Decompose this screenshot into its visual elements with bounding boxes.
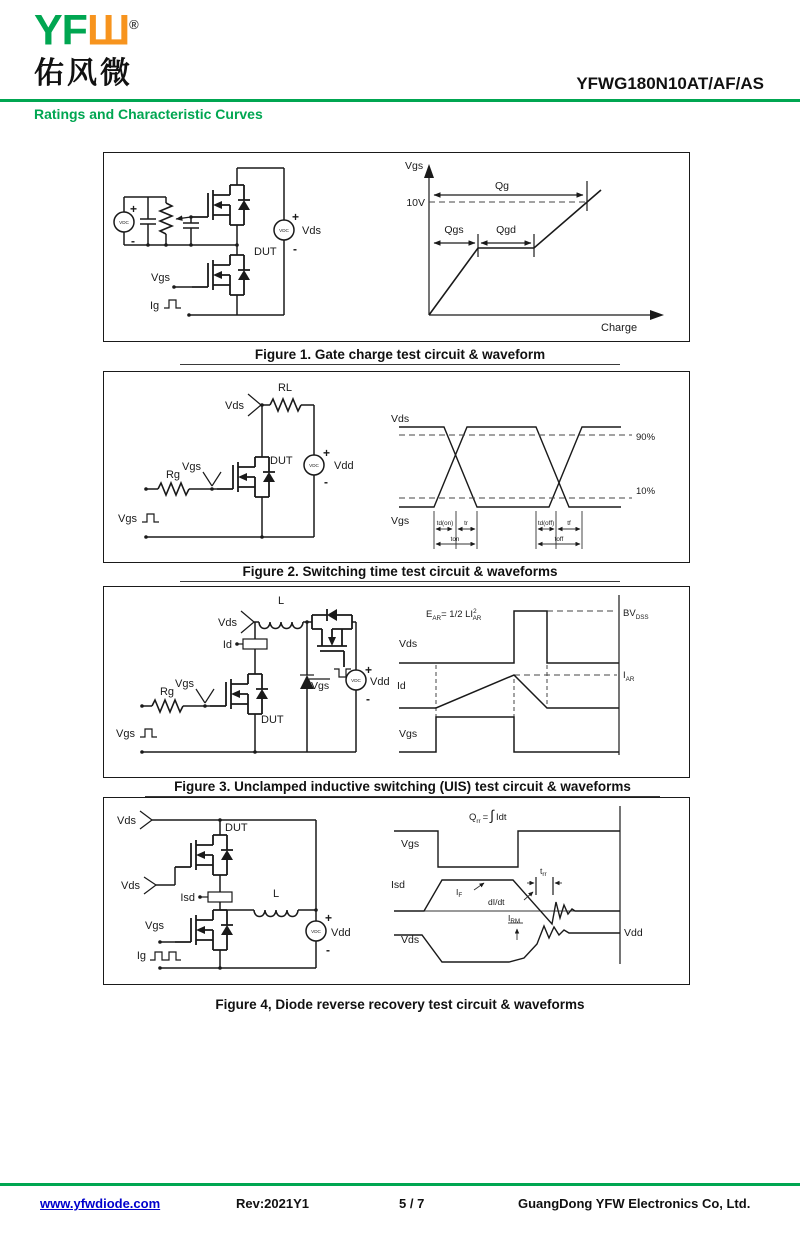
fig4-qrr-formula: $Q_{rr}$ = ∫ Idt [469, 807, 507, 825]
fig2-vds-label: Vds [225, 400, 244, 412]
fig3-rg-label: Rg [159, 686, 175, 698]
isd-sense-resistor [208, 892, 232, 902]
logo-text-green: YF [34, 6, 87, 55]
fig2-wave-toff: toff [554, 536, 564, 543]
fig4-irm-label: $I_{RM}$ [508, 913, 521, 925]
fig3-vds-label: Vds [218, 617, 237, 629]
fig4-vds-top-label: Vds [117, 815, 136, 827]
id-sense-resistor [243, 639, 267, 649]
fig1-gate-charge-circuit [114, 168, 321, 317]
fig2-vgs-input-label: Vgs [118, 513, 137, 525]
fig4-vds-mid-label: Vds [121, 880, 140, 892]
fig1-minus1: - [131, 234, 135, 248]
fig4-diode-recovery-circuit [117, 811, 351, 970]
fig1-wave-10v: 10V [406, 197, 425, 209]
figure-3-diagram [104, 587, 688, 775]
fig2-dut-label: DUT [270, 455, 293, 467]
fig2-wave-ton: ton [450, 536, 460, 543]
footer-revision: Rev:2021Y1 [236, 1196, 309, 1211]
fig4-diode-recovery-waveforms [391, 806, 643, 964]
vgs-pulse-icon [140, 729, 157, 737]
registered-mark: ® [129, 17, 139, 32]
figure-2-box [103, 371, 690, 563]
vgs-pulse-icon [142, 514, 159, 522]
fig4-didt-label: dI/dt [488, 897, 505, 907]
fig1-plus2: + [292, 210, 300, 224]
fig2-rg-label: Rg [165, 469, 181, 481]
fig3-wave-vgs: Vgs [399, 728, 418, 740]
fig2-vgs-probe-label: Vgs [182, 461, 201, 473]
fig3-uis-test-circuit [116, 595, 390, 754]
fig3-vgs-input-label: Vgs [116, 728, 135, 740]
vgs-probe-icon [203, 472, 221, 486]
fig4-vdd-label: Vdd [331, 927, 351, 939]
logo-chinese-text: 佑风微 [34, 57, 133, 90]
fig4-dut-label: DUT [225, 822, 248, 834]
fig1-wave-charge-axis: Charge [601, 322, 638, 334]
fig3-wave-id: Id [397, 680, 406, 692]
fig2-switching-test-circuit [118, 382, 354, 539]
fig2-switching-waveforms [391, 413, 656, 549]
company-logo [34, 2, 139, 53]
fig1-dut-label: DUT [254, 246, 277, 258]
part-number: YFWG180N10AT/AF/AS [576, 74, 764, 93]
figure-2-caption: Figure 2. Switching time test circuit & waveforms [180, 564, 620, 582]
fig4-ig-label: Ig [136, 950, 146, 962]
figure-4-caption: Figure 4, Diode reverse recovery test circuit & waveforms [215, 997, 585, 1012]
logo-text-orange: Ш [86, 6, 130, 55]
footer-page-number: 5 / 7 [399, 1196, 425, 1211]
fig1-vds-label: Vds [302, 225, 321, 237]
fig4-if-label: $I_F$ [456, 887, 463, 899]
figure-4-box [103, 797, 690, 985]
fig2-wave-vgs: Vgs [391, 515, 410, 527]
fig4-vgs-label: Vgs [145, 920, 164, 932]
header-rule [0, 99, 800, 102]
figure-1-caption: Figure 1. Gate charge test circuit & waveform [180, 347, 620, 365]
figure-1-diagram [104, 153, 688, 339]
fig3-vdc-label: VDC [351, 677, 361, 683]
vds-probe-icon [140, 811, 152, 829]
fig3-id-label: Id [222, 639, 232, 651]
fig1-wave-vgs-axis: Vgs [405, 160, 424, 172]
fig1-gate-charge-waveform [405, 160, 664, 334]
fig2-minus: - [324, 475, 328, 489]
fig4-trr-label: $t_{rr}$ [540, 866, 547, 878]
footer-website-link[interactable]: www.yfwdiode.com [40, 1196, 161, 1211]
fig2-plus: + [323, 446, 331, 460]
fig4-wave-vgs: Vgs [401, 838, 420, 850]
section-title: Ratings and Characteristic Curves [34, 106, 263, 122]
fig4-minus: - [326, 943, 330, 957]
fig1-wave-qgs: Qgs [444, 224, 464, 236]
fig2-wave-10pct: 10% [636, 486, 656, 497]
fig1-vdc2-label: VDC [279, 227, 289, 233]
vgs-probe-icon [196, 689, 214, 703]
figure-2-diagram [104, 372, 688, 560]
footer-rule [0, 1183, 800, 1186]
fig2-wave-tdoff: td(off) [537, 520, 555, 527]
fig1-vgs-label: Vgs [151, 272, 170, 284]
fig1-wave-qgd: Qgd [496, 224, 516, 236]
fig4-vdd-level-label: Vdd [624, 927, 643, 939]
fig3-vgs-probe-label: Vgs [175, 678, 194, 690]
fig2-wave-tr: tr [464, 520, 468, 527]
figure-1-box [103, 152, 690, 342]
fig2-rl-label: RL [277, 382, 293, 394]
fig1-ig-label: Ig [150, 300, 160, 312]
fig3-wave-vds: Vds [399, 638, 418, 650]
fig4-wave-vds: Vds [401, 934, 420, 946]
vds-probe-icon [241, 611, 254, 633]
figure-3-caption: Figure 3. Unclamped inductive switching (UIS) test circuit & waveforms [145, 779, 660, 797]
fig3-uis-waveforms [397, 595, 649, 755]
fig1-vdc1-label: VDC [119, 219, 129, 225]
vds-probe-icon [144, 877, 156, 894]
fig4-isd-label: Isd [180, 892, 195, 904]
fig3-vgs-bar-label: Vgs [311, 680, 330, 692]
fig1-wave-qg: Qg [494, 180, 510, 192]
vds-probe-icon [248, 394, 261, 416]
fig3-plus: + [365, 663, 373, 677]
footer-company: GuangDong YFW Electronics Co, Ltd. [518, 1196, 751, 1211]
fig3-vdd-label: Vdd [370, 676, 390, 688]
fig2-vdd-label: Vdd [334, 460, 354, 472]
fig2-wave-90pct: 90% [636, 432, 656, 443]
fig2-wave-tdon: td(on) [436, 520, 454, 527]
fig3-l-label: L [277, 595, 285, 607]
fig3-dut-label: DUT [261, 714, 284, 726]
fig2-vdc-label: VDC [309, 462, 319, 468]
fig1-minus2: - [293, 242, 297, 256]
ig-pulse-icon [164, 300, 181, 308]
figure-3-box [103, 586, 690, 778]
fig1-plus1: + [130, 202, 138, 216]
fig2-wave-tf: tf [567, 520, 571, 527]
fig3-energy-formula: $E_{AR}= 1/2$ $LI^2$ AR [426, 608, 482, 622]
fig4-plus: + [325, 911, 333, 925]
fig4-wave-isd: Isd [391, 879, 406, 891]
fig2-wave-vds: Vds [391, 413, 410, 425]
fig3-minus: - [366, 692, 370, 706]
fig3-bvdss-label: $BV_{DSS}$ [623, 608, 649, 621]
ig-double-pulse-icon [150, 952, 181, 960]
fig4-l-label: L [272, 888, 280, 900]
figure-4-diagram [104, 798, 688, 982]
fig4-vdc-label: VDC [311, 928, 321, 934]
fig3-iar-label: $I_{AR}$ [623, 670, 635, 683]
